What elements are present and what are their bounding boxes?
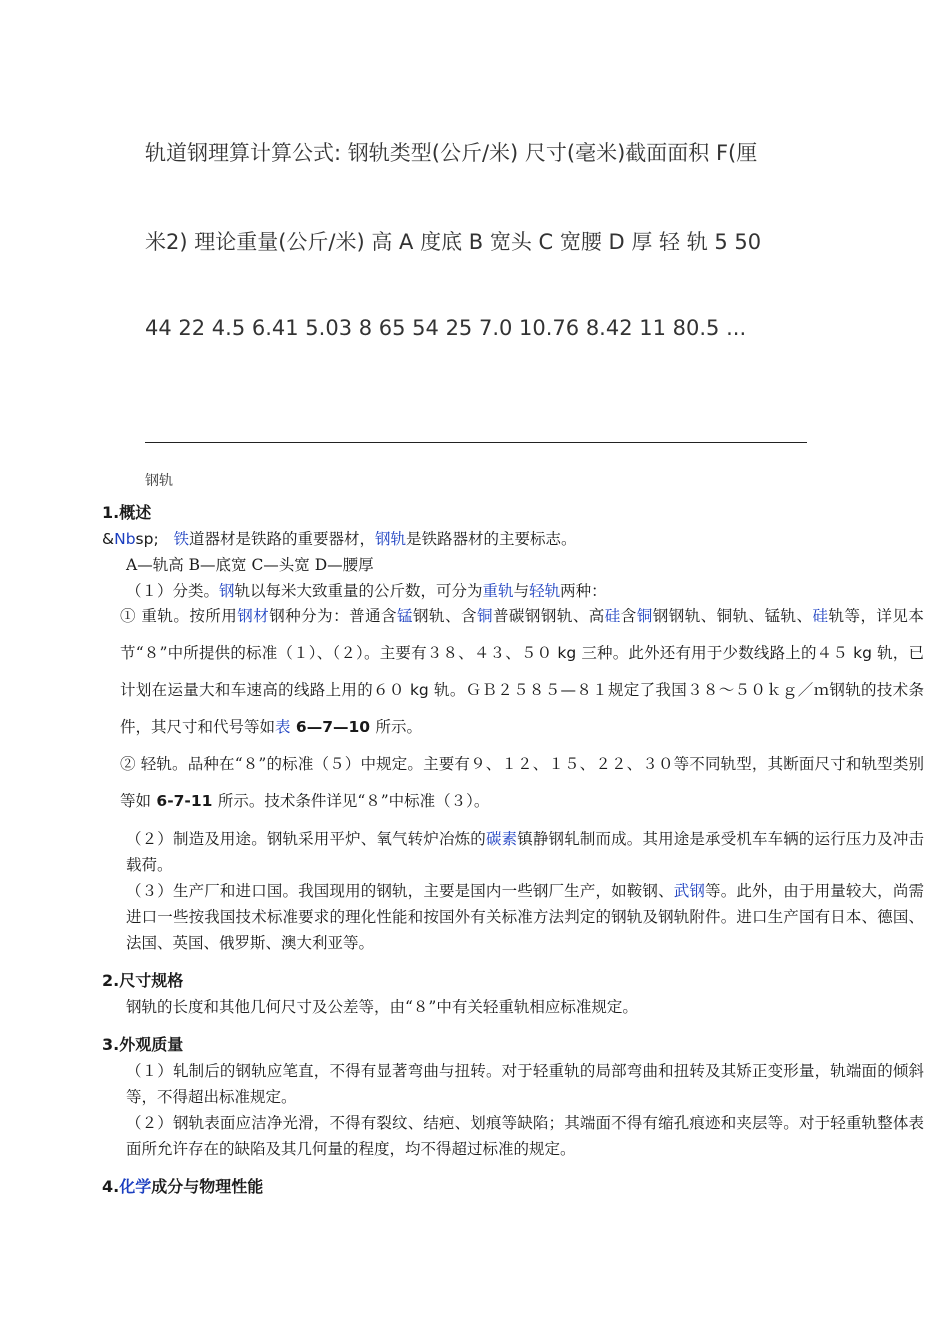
spacer — [102, 1162, 924, 1174]
section-heading-chemistry — [102, 1174, 924, 1200]
section-heading-overview: 1.概述 — [102, 503, 152, 522]
cls-text-2: 轨以每米大致重量的公斤数，可分为 — [234, 582, 483, 600]
cls-text-4: 两种： — [560, 582, 607, 600]
heading-number: 4. — [102, 1177, 120, 1196]
entity-amp: & — [102, 530, 115, 548]
appearance-paragraph-2: （２）钢轨表面应洁净光滑，不得有裂纹、结疤、划痕等缺陷；其端面不得有缩孔痕迹和夹层等。对于轻重轨整体表面所允许存在的缺陷及其几何量的程度，均不得超过标准的规定。 — [126, 1114, 924, 1158]
pr-text-2: 等。此外，由于用量较大，尚需进口一些按我国技术标准要求的理化性能和按国外有关标准方法判定的钢轨及钢轨附件。进口生产国有日本、德国、法国、英国、俄罗斯、澳大利亚等。 — [126, 882, 924, 952]
cls-text-1: （１）分类。 — [126, 582, 220, 600]
size-paragraph: 钢轨的长度和其他几何尺寸及公差等，由“８”中有关轻重轨相应标准规定。 — [126, 998, 638, 1016]
entity-sp: sp; — [135, 530, 159, 548]
link-heavy-rail[interactable]: 重轨 — [482, 582, 514, 600]
link-silicon-2[interactable]: 硅 — [812, 607, 829, 625]
lt-text-2: 所示。技术条件详见“８”中标准（３）。 — [217, 792, 490, 810]
section-heading-appearance: 3.外观质量 — [102, 1035, 184, 1054]
hv-text-3: 钢轨、含 — [413, 607, 477, 625]
producer-paragraph — [102, 878, 924, 956]
unit-kg-3: kg — [404, 681, 435, 699]
spacer — [102, 956, 924, 968]
table-ref-6-7-11: 6-7-11 — [151, 792, 218, 810]
link-tie[interactable]: 铁 — [173, 530, 189, 548]
link-steel[interactable]: 钢 — [219, 582, 235, 600]
hv-text-8: 三种。此外还有用于少数线路上的４５ — [581, 644, 849, 662]
heavy-rail-paragraph — [102, 598, 924, 746]
hv-text-4: 普碳钢钢轨、高 — [492, 607, 605, 625]
intro-paragraph — [102, 526, 924, 552]
unit-kg-2: kg — [848, 644, 878, 662]
hv-text-9: 轨，已计划在运量大和车速高的线路上用的６０ — [120, 644, 924, 699]
summary-line-3: 44 22 4.5 6.41 5.03 8 65 54 25 7.0 10.76 8.42 11 80.5 ... — [145, 316, 747, 340]
link-silicon-1[interactable]: 硅 — [604, 607, 621, 625]
hv-text-11: 所示。 — [375, 718, 422, 736]
spacer — [102, 1020, 924, 1032]
cls-text-3: 与 — [513, 582, 530, 600]
link-chemistry[interactable]: 化学 — [119, 1177, 152, 1196]
entity-nb-link[interactable]: Nb — [114, 530, 136, 548]
summary-line-2: 米2) 理论重量(公斤/米) 高 A 度底 B 宽头 C 宽腰 D 厚 轻 轨 5 50 — [145, 230, 762, 254]
hv-text-7: 轨等，详见本节“８”中所提供的标准（１）、（２）。主要有３８、４３、５０ — [120, 607, 924, 662]
section-heading-size: 2.尺寸规格 — [102, 971, 184, 990]
hv-text-6: 钢钢轨、铜轨、锰轨、 — [652, 607, 813, 625]
pr-text-1: （３）生产厂和进口国。我国现用的钢轨，主要是国内一些钢厂生产，如鞍钢、 — [126, 882, 674, 900]
intro-text-2: 是铁路器材的主要标志。 — [406, 530, 577, 548]
intro-text-1: 道器材是铁路的重要器材， — [188, 530, 375, 548]
link-manganese[interactable]: 锰 — [397, 607, 414, 625]
mf-text-1: （２）制造及用途。钢轨采用平炉、氧气转炉冶炼的 — [126, 830, 486, 848]
link-wisco[interactable]: 武钢 — [673, 882, 706, 900]
hv-text-10: 轨。ＧＢ２５８５—８１规定了我国３８～５０ｋｇ／ｍ钢轨的技术条件，其尺寸和代号等如 — [120, 681, 924, 736]
hv-text-1: ① 重轨。按所用 — [120, 607, 238, 625]
link-copper-1[interactable]: 铜 — [476, 607, 493, 625]
hv-text-2: 钢种分为：普通含 — [269, 607, 398, 625]
light-rail-paragraph — [102, 746, 924, 820]
figure-caption: 钢轨 — [145, 473, 173, 489]
appearance-paragraph-1: （１）轧制后的钢轨应笔直，不得有显著弯曲与扭转。对于轻重轨的局部弯曲和扭转及其矫正变形量，轨端面的倾斜等，不得超出标准规定。 — [126, 1062, 924, 1106]
link-rail[interactable]: 钢轨 — [374, 530, 406, 548]
mf-text-2: 镇静钢轧制而成。其用途是承受机车车辆的运行压力及冲击载荷。 — [126, 830, 924, 874]
dimension-legend: A—轨高 B—底宽 C—头宽 D—腰厚 — [126, 556, 374, 574]
link-light-rail[interactable]: 轻轨 — [529, 582, 561, 600]
link-carbon[interactable]: 碳素 — [485, 830, 518, 848]
hv-text-5: 含 — [620, 607, 637, 625]
summary-line-1: 轨道钢理算计算公式: 钢轨类型(公斤/米) 尺寸(毫米)截面面积 F(厘 — [145, 141, 758, 165]
article-content — [102, 500, 924, 1200]
table-ref-6-7-10: 6—7—10 — [290, 718, 376, 736]
link-table[interactable]: 表 — [275, 718, 291, 736]
link-copper-2[interactable]: 铜 — [636, 607, 653, 625]
lt-text-1: ② 轻轨。品种在“８”的标准（５）中规定。主要有９、１２、１５、２２、３０等不同轨型，其断面尺寸和轨型类别等如 — [120, 755, 924, 810]
manufacture-paragraph — [102, 826, 924, 878]
heading-rest: 成分与物理性能 — [151, 1177, 264, 1196]
link-steel-material[interactable]: 钢材 — [237, 607, 270, 625]
separator-line — [145, 442, 807, 443]
unit-kg-1: kg — [552, 644, 582, 662]
